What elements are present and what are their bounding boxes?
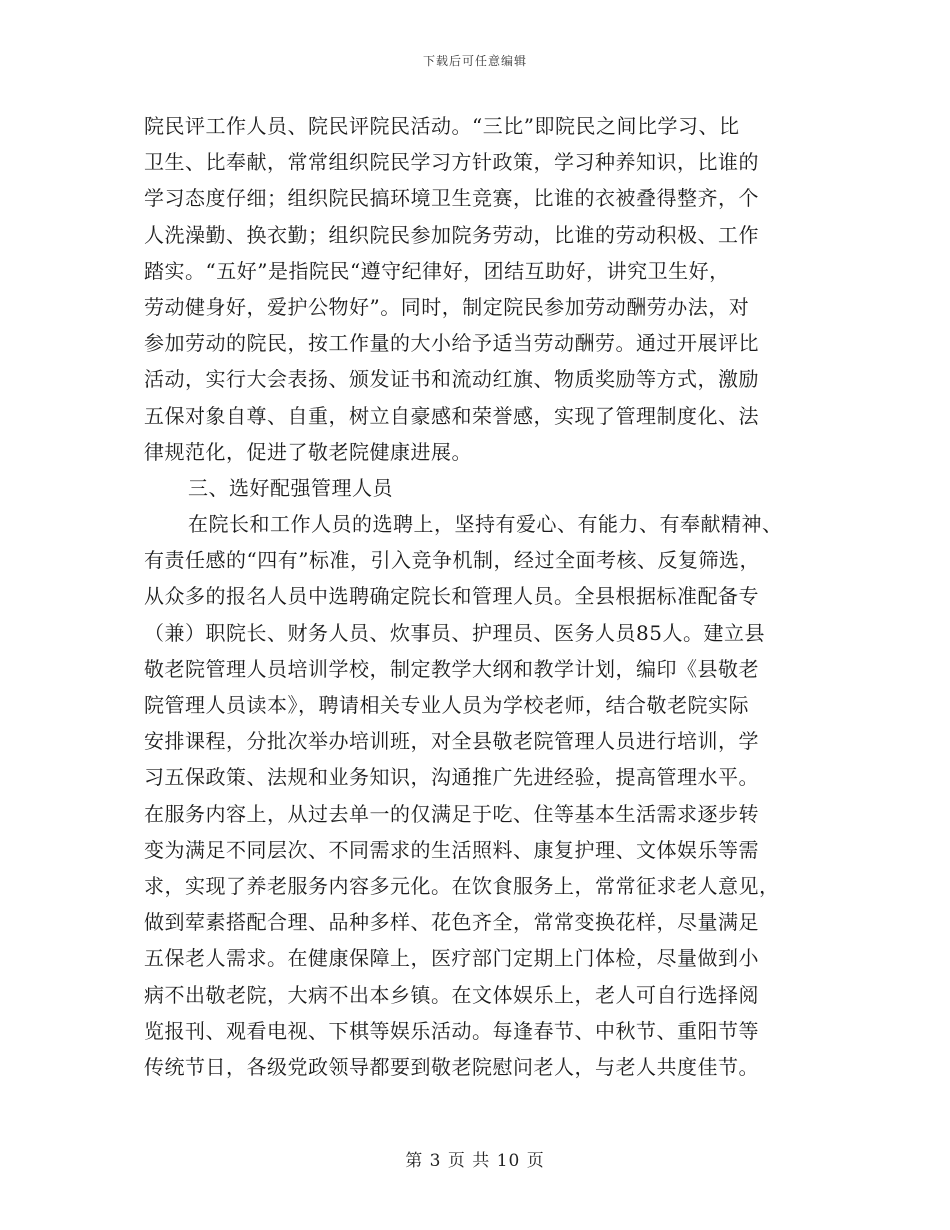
body-line: 变为满足不同层次、不同需求的生活照料、康复护理、文体娱乐等需 <box>144 837 759 862</box>
body-line: 在服务内容上，从过去单一的仅满足于吃、住等基本生活需求逐步转 <box>144 801 759 826</box>
body-line: 踏实。“五好”是指院民“遵守纪律好，团结互助好，讲究卫生好， <box>144 258 730 283</box>
body-line: 敬老院管理人员培训学校，制定教学大纲和教学计划，编印《县敬老 <box>144 656 759 681</box>
paragraph-first-line: 在院长和工作人员的选聘上，坚持有爱心、有能力、有奉献精神、 <box>188 512 783 537</box>
body-line: 参加劳动的院民，按工作量的大小给予适当劳动酬劳。通过开展评比 <box>144 331 759 356</box>
page-number-footer: 第 3 页 共 10 页 <box>405 1151 545 1171</box>
body-line: 院管理人员读本》，聘请相关专业人员为学校老师，结合敬老院实际 <box>144 693 749 717</box>
body-line: 览报刊、观看电视、下棋等娱乐活动。每逢春节、中秋节、重阳节等 <box>144 1018 759 1043</box>
body-line: 病不出敬老院，大病不出本乡镇。在文体娱乐上，老人可自行选择阅 <box>144 982 759 1007</box>
body-line: 院民评工作人员、院民评院民活动。“三比”即院民之间比学习、比 <box>144 114 740 138</box>
body-line: 律规范化，促进了敬老院健康进展。 <box>144 439 472 464</box>
body-line: 学习态度仔细；组织院民搞环境卫生竞赛，比谁的衣被叠得整齐，个 <box>144 186 759 211</box>
body-line: 从众多的报名人员中选聘确定院长和管理人员。全县根据标准配备专 <box>144 584 759 609</box>
body-line: （兼）职院长、财务人员、炊事员、护理员、医务人员85人。建立县 <box>144 620 765 645</box>
body-line: 活动，实行大会表扬、颁发证书和流动红旗、物质奖励等方式，激励 <box>144 367 759 392</box>
body-line: 求，实现了养老服务内容多元化。在饮食服务上，常常征求老人意见， <box>144 873 780 898</box>
body-line: 卫生、比奉献，常常组织院民学习方针政策，学习种养知识，比谁的 <box>144 150 759 175</box>
body-line: 劳动健身好，爱护公物好”。同时，制定院民参加劳动酬劳办法，对 <box>144 294 750 319</box>
body-line: 人洗澡勤、换衣勤；组织院民参加院务劳动，比谁的劳动积极、工作 <box>144 222 759 247</box>
body-line: 有责任感的“四有”标准，引入竞争机制，经过全面考核、反复筛选， <box>144 548 760 573</box>
section-heading: 三、选好配强管理人员 <box>188 475 393 500</box>
document-body <box>144 108 809 1085</box>
body-line: 习五保政策、法规和业务知识，沟通推广先进经验，提高管理水平。 <box>144 765 759 790</box>
body-line: 安排课程，分批次举办培训班，对全县敬老院管理人员进行培训，学 <box>144 729 759 754</box>
body-line: 做到荤素搭配合理、品种多样、花色齐全，常常变换花样，尽量满足 <box>144 910 759 935</box>
page-header-note: 下载后可任意编辑 <box>422 54 527 68</box>
body-line: 五保对象自尊、自重，树立自豪感和荣誉感，实现了管理制度化、法 <box>144 403 759 428</box>
body-line: 传统节日，各级党政领导都要到敬老院慰问老人，与老人共度佳节。 <box>144 1054 759 1079</box>
body-line: 五保老人需求。在健康保障上，医疗部门定期上门体检，尽量做到小 <box>144 946 759 971</box>
